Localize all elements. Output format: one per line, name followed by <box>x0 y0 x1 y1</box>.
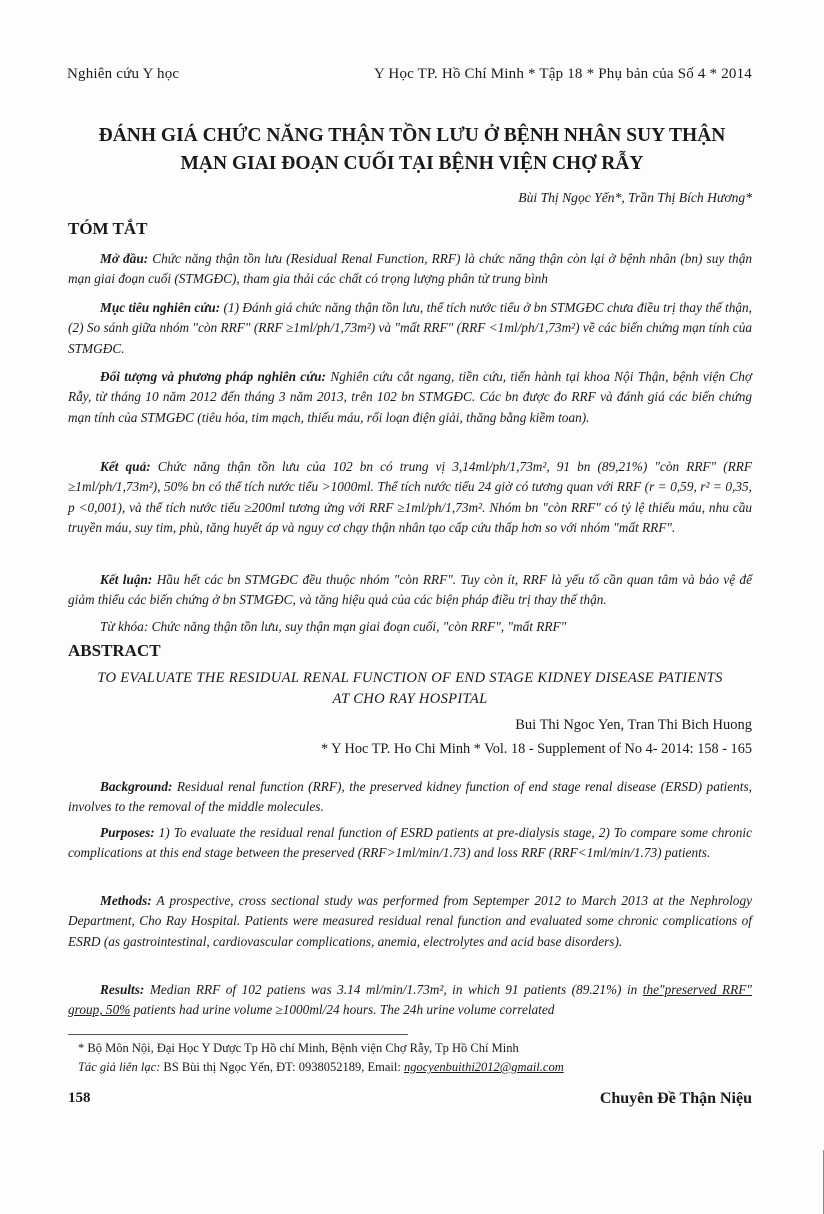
footnote-email-link[interactable]: ngocyenbuithi2012@gmail.com <box>403 1060 564 1074</box>
authors-vi: Bùi Thị Ngọc Yến*, Trần Thị Bích Hương* <box>518 190 752 205</box>
abstract-heading: ABSTRACT <box>68 641 161 660</box>
abstract-title-line-2: AT CHO RAY HOSPITAL <box>332 691 488 707</box>
summary-keywords <box>68 617 752 637</box>
footnote-contact-label: Tác giả liên lạc: <box>78 1060 161 1074</box>
abstract-results-text-b: patients had urine volume ≥1000ml/24 hours. The 24h urine volume correlated <box>130 1002 555 1018</box>
abstract-methods-text: A prospective, cross sectional study was performed from Septemper 2012 to March 2013 at the Nephrology Department, Cho Ray Hospital. Patients were measured residual renal function and evaluated some chronic complications of ESRD (as gastrointestinal, cardiovascular complications, anemia, electrolytes and acid base disorders). <box>68 893 752 949</box>
summary-intro-text: Chức năng thận tồn lưu (Residual Renal Function, RRF) là chức năng thận còn lại ở bệnh nhân (bn) suy thận mạn giai đoạn cuối (STMGĐC), tham gia thải các chất có trọng lượng phân tử trung bình <box>68 251 752 287</box>
summary-results-label: Kết quả: <box>100 459 151 474</box>
summary-heading: TÓM TẮT <box>68 219 148 238</box>
abstract-results <box>68 980 752 1021</box>
page-number: 158 <box>68 1090 91 1106</box>
abstract-results-label: Results: <box>100 982 145 997</box>
abstract-methods <box>68 891 752 952</box>
summary-results-text: Chức năng thận tồn lưu của 102 bn có trung vị 3,14ml/ph/1,73m², 91 bn (89,21%) "còn RRF" (RRF ≥1ml/ph/1,73m²), 50% bn có thể tích nước tiểu >1000ml. Thể tích nước tiểu 24 giờ có tương quan với RRF (r = 0,59, r² = 0,35, p <0,001), và thể tích nước tiểu ≥200ml tương ứng với RRF ≥1ml/ph/1,73m². Nhóm bn "còn RRF" có tỷ lệ thiếu máu, nhu cầu truyền máu, suy tim, phù, tăng huyết áp và nguy cơ chạy thận nhân tạo cấp cứu thấp hơn so với nhóm "mất RRF". <box>68 459 752 536</box>
summary-methods <box>68 367 752 428</box>
abstract-results-text-a: Median RRF of 102 patiens was 3.14 ml/min/1.73m², in which 91 patients (89.21%) in <box>144 982 643 997</box>
abstract-title-line-1: TO EVALUATE THE RESIDUAL RENAL FUNCTION OF END STAGE KIDNEY DISEASE PATIENTS <box>97 670 723 686</box>
footnote-divider <box>68 1034 408 1035</box>
article-title-line-2: MẠN GIAI ĐOẠN CUỐI TẠI BỆNH VIỆN CHỢ RẪY <box>180 153 644 174</box>
abstract-methods-label: Methods: <box>100 893 152 908</box>
summary-keywords-text: Chức năng thận tồn lưu, suy thận mạn giai đoạn cuối, "còn RRF", "mất RRF" <box>148 619 567 634</box>
summary-intro <box>68 249 752 290</box>
summary-methods-text: Nghiên cứu cắt ngang, tiền cứu, tiến hành tại khoa Nội Thận, bệnh viện Chợ Rẫy, từ tháng 10 năm 2012 đến tháng 3 năm 2013, trên 102 bn STMGĐC. Các bn được đo RRF và đánh giá các biến chứng mạn tính của STMGĐC (tiêu hóa, tim mạch, thiếu máu, rối loạn điện giải, thăng bằng kiềm toan). <box>68 369 752 425</box>
abstract-background-text: Residual renal function (RRF), the preserved kidney function of end stage renal disease (ERSD) patients, involves to the removal of the middle molecules. <box>68 779 752 815</box>
summary-conclusion-text: Hầu hết các bn STMGĐC đều thuộc nhóm "còn RRF". Tuy còn ít, RRF là yếu tố cần quan tâm và bảo vệ để giảm thiểu các biến chứng ở bn STMGĐC, và tăng hiệu quả của các biện pháp điều trị thay thế thận. <box>68 572 752 608</box>
citation: * Y Hoc TP. Ho Chi Minh * Vol. 18 - Supplement of No 4- 2014: 158 - 165 <box>320 741 752 757</box>
summary-conclusion <box>68 570 752 611</box>
abstract-purposes-label: Purposes: <box>100 825 155 840</box>
abstract-background <box>68 777 752 818</box>
abstract-purposes <box>68 823 752 864</box>
article-title <box>70 122 754 178</box>
summary-aims-text: (1) Đánh giá chức năng thận tồn lưu, thể tích nước tiểu ở bn STMGĐC chưa điều trị thay thế thận, (2) So sánh giữa nhóm "còn RRF" (RRF ≥1ml/ph/1,73m²) và "mất RRF" (RRF <1ml/ph/1,73m²) về các biến chứng mạn tính của STMGĐC. <box>68 300 752 356</box>
footnote-contact-text: BS Bùi thị Ngọc Yến, ĐT: 0938052189, Email: <box>160 1060 404 1074</box>
running-header-left: Nghiên cứu Y học <box>67 66 180 82</box>
journal-section-name: Chuyên Đề Thận Niệu <box>599 1090 752 1107</box>
authors-en: Bui Thi Ngoc Yen, Tran Thi Bich Huong <box>515 717 752 733</box>
summary-results <box>68 457 752 539</box>
abstract-title <box>68 668 752 710</box>
running-header-right: Y Học TP. Hồ Chí Minh * Tập 18 * Phụ bản của Số 4 * 2014 <box>373 66 752 82</box>
abstract-results-underlined: the"preserved RRF" group, 50% <box>68 982 752 1018</box>
article-title-line-1: ĐÁNH GIÁ CHỨC NĂNG THẬN TỒN LƯU Ở BỆNH NHÂN SUY THẬN <box>98 125 726 146</box>
summary-aims <box>68 298 752 359</box>
summary-keywords-label: Từ khóa: <box>100 619 149 634</box>
summary-methods-label: Đối tượng và phương pháp nghiên cứu: <box>100 369 326 384</box>
footnote-affiliation: * Bộ Môn Nội, Đại Học Y Dược Tp Hồ chí Minh, Bệnh viện Chợ Rẫy, Tp Hồ Chí Minh <box>78 1041 519 1055</box>
footnote-contact <box>78 1060 752 1075</box>
abstract-purposes-text: 1) To evaluate the residual renal function of ESRD patients at pre-dialysis stage, 2) To compare some chronic complications at this end stage between the preserved (RRF>1ml/min/1.73) and loss RRF (RRF<1ml/min/1.73) patients. <box>68 825 752 861</box>
summary-aims-label: Mục tiêu nghiên cứu: <box>100 300 221 315</box>
summary-intro-label: Mở đầu: <box>100 251 149 266</box>
abstract-background-label: Background: <box>100 779 173 794</box>
summary-conclusion-label: Kết luận: <box>100 572 153 587</box>
